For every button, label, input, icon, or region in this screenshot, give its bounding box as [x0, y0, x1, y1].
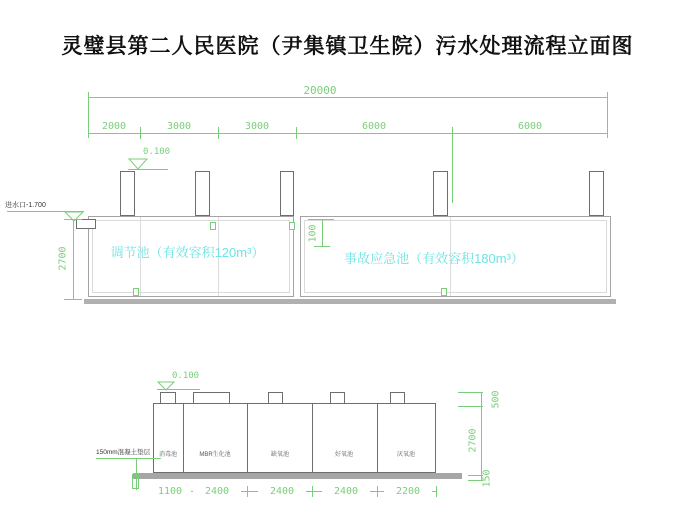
level-value-label: 0.100 [143, 147, 171, 157]
chamber-divider [247, 404, 248, 472]
level-value-label: 0.100 [172, 371, 200, 381]
level-line [128, 169, 168, 170]
dimension-tick [312, 486, 313, 497]
hatch-marker [441, 288, 447, 296]
dimension-tick [458, 392, 483, 393]
dimension-tick [452, 127, 453, 203]
dimension-tick [218, 127, 219, 139]
height-dimension-line [73, 219, 74, 300]
extension-line [607, 92, 608, 138]
height-dimension-label: 2700 [57, 246, 69, 271]
segment-dimension-label: 6000 [517, 121, 543, 132]
base-note-label: 150mm混凝土垫层 [96, 449, 151, 456]
gap-dimension-line [322, 219, 323, 247]
dimension-tick [140, 127, 141, 139]
chamber-label: 厌氧池 [396, 452, 415, 458]
inlet-pipe [76, 219, 96, 229]
column-vent [195, 171, 210, 216]
equipment-tank [153, 403, 436, 473]
column-vent [280, 171, 294, 216]
main-title: 灵璧县第二人民医院（尹集镇卫生院）污水处理流程立面图 [61, 34, 634, 58]
chamber-divider [377, 404, 378, 472]
tank-label: 事故应急池（有效容积180m³） [344, 251, 524, 266]
chamber-label: 好氧池 [334, 452, 353, 458]
dimension-tick [377, 486, 378, 497]
width-dimension-label: 2400 [322, 486, 370, 497]
hatch-marker [289, 222, 295, 230]
total-dimension-line [88, 97, 608, 98]
leader-line [96, 458, 161, 459]
dimension-tick [296, 127, 297, 139]
gap-dimension-label: 100 [307, 224, 319, 243]
height-dimension-label: 500 [490, 390, 502, 409]
leader-marker [132, 474, 139, 489]
column-vent [433, 171, 448, 216]
width-dimension-label: 2200 [384, 486, 432, 497]
dimension-tick [458, 406, 483, 407]
column-vent [589, 171, 604, 216]
chamber-label: 消毒池 [158, 452, 177, 458]
chamber-label: MBR生化池 [199, 452, 231, 458]
tank-label: 调节池（有效容积120m³） [110, 245, 265, 260]
segment-dimension-label: 2000 [101, 121, 127, 132]
hatch-marker [210, 222, 216, 230]
segment-dimension-line [88, 133, 608, 134]
width-dimension-label: 2400 [193, 486, 241, 497]
total-dimension-label: 20000 [303, 84, 337, 97]
tank-base-slab [84, 299, 616, 304]
hatch-marker [133, 288, 139, 296]
column-vent [120, 171, 135, 216]
chamber-label: 缺氧池 [270, 452, 289, 458]
segment-dimension-label: 6000 [361, 121, 387, 132]
height-dimension-label: 150 [481, 469, 493, 488]
chamber-divider [183, 404, 184, 472]
segment-dimension-label: 3000 [166, 121, 192, 132]
width-dimension-label: 1100 [149, 486, 191, 497]
dimension-tick [247, 486, 248, 497]
base-slab [133, 473, 462, 479]
height-dimension-label: 2700 [467, 428, 479, 453]
chamber-divider [312, 404, 313, 472]
dimension-tick [436, 486, 437, 497]
level-line [157, 389, 200, 390]
segment-dimension-label: 3000 [244, 121, 270, 132]
width-dimension-label: 2400 [258, 486, 306, 497]
inlet-level-label: 进水口-1.700 [5, 202, 46, 209]
